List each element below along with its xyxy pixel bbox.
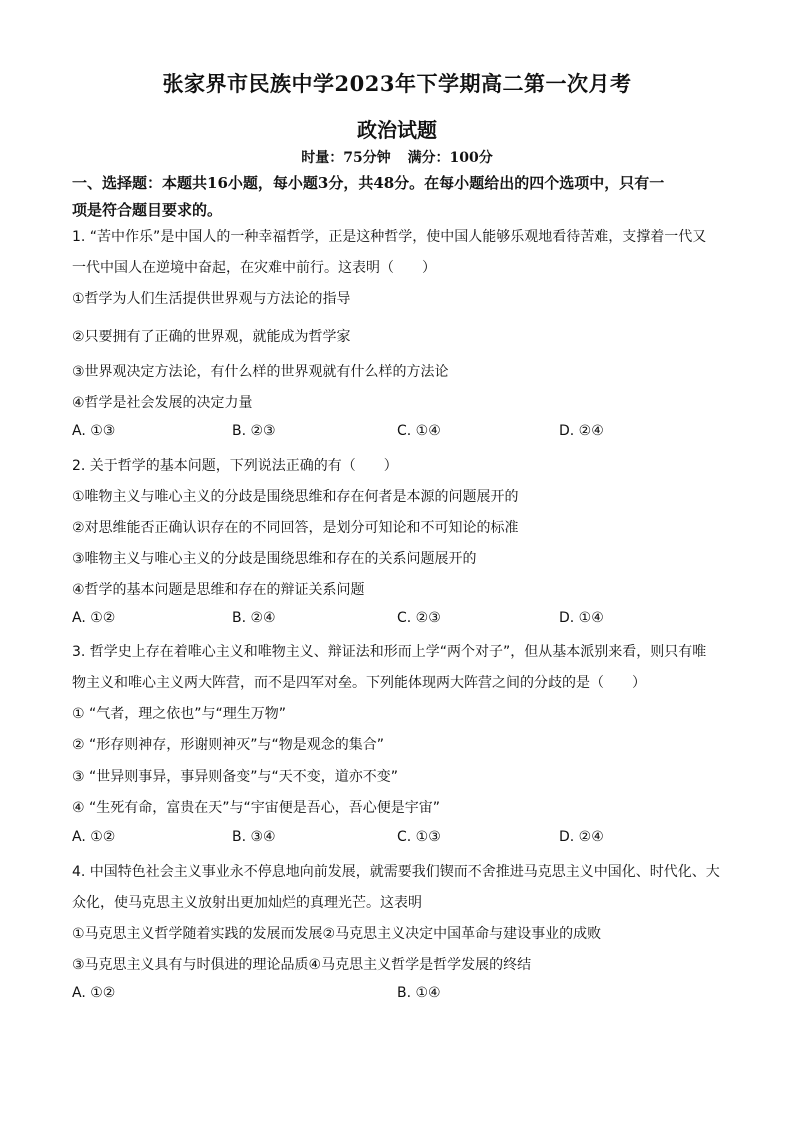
q4-option-b[interactable]: B. ①④ (397, 985, 441, 1001)
q3-options (72, 829, 732, 849)
q2-item-2: ②对思维能否正确认识存在的不同回答，是划分可知论和不可知论的标准 (72, 520, 519, 536)
q3-item-4: ④ “生死有命，富贵在天”与“宇宙便是吾心，吾心便是宇宙” (72, 800, 441, 816)
q4-option-a[interactable]: A. ①② (72, 985, 116, 1001)
q3-item-3: ③ “世异则事异，事异则备变”与“天不变，道亦不变” (72, 769, 399, 785)
section-instructions (72, 170, 732, 224)
q1-item-3: ③世界观决定方法论，有什么样的世界观就有什么样的方法论 (72, 364, 449, 380)
subject-title: 政治试题 (357, 118, 437, 142)
section-line-2: 项是符合题目要求的。 (72, 201, 223, 219)
q3-option-b[interactable]: B. ③④ (232, 829, 276, 845)
time-limit: 时量：75分钟 (301, 150, 391, 166)
q4-item-2: ③马克思主义具有与时俱进的理论品质④马克思主义哲学是哲学发展的终结 (72, 957, 532, 973)
q2-option-d[interactable]: D. ①④ (559, 610, 604, 626)
q2-option-b[interactable]: B. ②④ (232, 610, 276, 626)
q4-stem-2: 众化，使马克思主义放射出更加灿烂的真理光芒。这表明 (72, 895, 422, 911)
q1-item-4: ④哲学是社会发展的决定力量 (72, 395, 253, 411)
q2-item-1: ①唯物主义与唯心主义的分歧是围绕思维和存在何者是本源的问题展开的 (72, 489, 519, 505)
full-score: 满分：100分 (407, 150, 493, 166)
q1-item-2: ②只要拥有了正确的世界观，就能成为哲学家 (72, 329, 351, 345)
q4-item-1: ①马克思主义哲学随着实践的发展而发展②马克思主义决定中国革命与建设事业的成败 (72, 926, 602, 942)
q2-option-a[interactable]: A. ①② (72, 610, 116, 626)
q1-option-d[interactable]: D. ②④ (559, 423, 604, 439)
q2-stem-1: 2. 关于哲学的基本问题，下列说法正确的有（ ） (72, 458, 398, 474)
q1-stem-1: 1. “苦中作乐”是中国人的一种幸福哲学，正是这种哲学，使中国人能够乐观地看待苦难，支撑着一代又 (72, 229, 707, 245)
q1-option-b[interactable]: B. ②③ (232, 423, 276, 439)
q4-stem-1: 4. 中国特色社会主义事业永不停息地向前发展，就需要我们锲而不舍推进马克思主义中国化、时代化、大 (72, 864, 720, 880)
q3-item-2: ② “形存则神存，形谢则神灭”与“物是观念的集合” (72, 737, 385, 753)
q2-item-4: ④哲学的基本问题是思维和存在的辩证关系问题 (72, 582, 365, 598)
q1-options (72, 423, 732, 443)
q3-option-d[interactable]: D. ②④ (559, 829, 604, 845)
exam-title: 张家界市民族中学2023年下学期高二第一次月考 (162, 71, 632, 96)
q3-option-a[interactable]: A. ①② (72, 829, 116, 845)
q3-item-1: ① “气者，理之依也”与“理生万物” (72, 706, 287, 722)
q1-stem-2: 一代中国人在逆境中奋起，在灾难中前行。这表明（ ） (72, 260, 436, 276)
q3-option-c[interactable]: C. ①③ (397, 829, 441, 845)
q4-options (72, 985, 732, 1005)
q2-options (72, 610, 732, 630)
q1-item-1: ①哲学为人们生活提供世界观与方法论的指导 (72, 291, 351, 307)
q1-option-a[interactable]: A. ①③ (72, 423, 116, 439)
q1-option-c[interactable]: C. ①④ (397, 423, 441, 439)
exam-meta (0, 147, 794, 167)
q3-stem-2: 物主义和唯心主义两大阵营，而不是四军对垒。下列能体现两大阵营之间的分歧的是（ ） (72, 675, 646, 691)
q2-item-3: ③唯物主义与唯心主义的分歧是围绕思维和存在的关系问题展开的 (72, 551, 477, 567)
section-line-1: 一、选择题：本题共16小题，每小题3分，共48分。在每小题给出的四个选项中，只有一 (72, 174, 665, 192)
q3-stem-1: 3. 哲学史上存在着唯心主义和唯物主义、辩证法和形而上学“两个对子”，但从基本派别来看，则只有唯 (72, 644, 707, 660)
q2-option-c[interactable]: C. ②③ (397, 610, 441, 626)
